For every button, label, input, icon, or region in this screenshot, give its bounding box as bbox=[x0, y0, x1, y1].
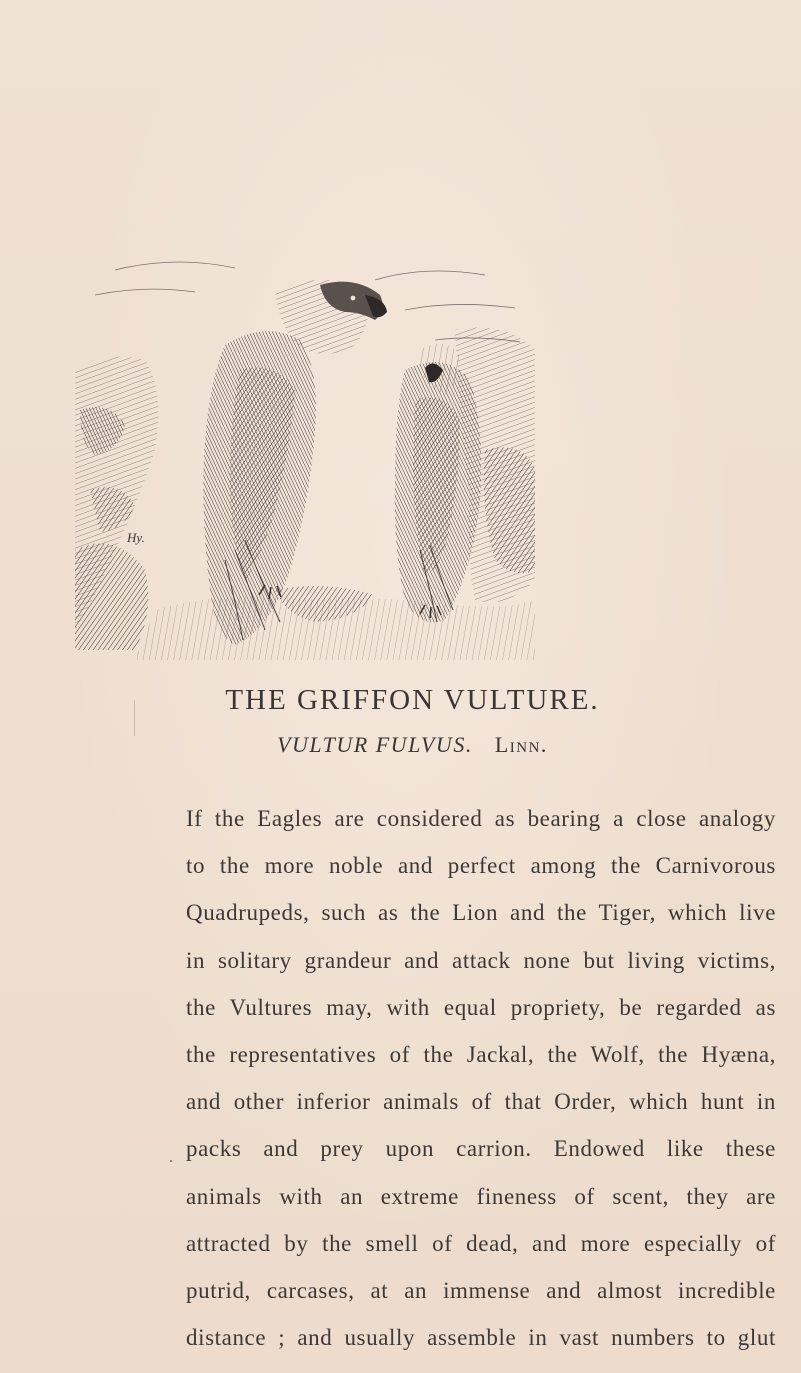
plate-caption: THE GRIFFON VULTURE. bbox=[225, 684, 600, 716]
engraver-signature: Hy. bbox=[127, 530, 145, 545]
authority-name: Linn. bbox=[494, 732, 548, 757]
griffon-vulture-engraving bbox=[75, 250, 535, 660]
pencil-mark bbox=[170, 1160, 172, 1162]
text-line: the representatives of the Jackal, the Wolf, the Hyæna, bbox=[186, 1041, 776, 1067]
text-line: If the Eagles are considered as bearing a close analogy bbox=[186, 806, 776, 831]
text-line: packs and prey upon carrion. Endowed like these bbox=[186, 1136, 776, 1162]
text-line: attracted by the smell of dead, and more especially of bbox=[186, 1230, 776, 1256]
text-line: the Vultures may, with equal propriety, be regarded as bbox=[186, 994, 776, 1020]
text-line: Quadrupeds, such as the Lion and the Tiger, which live bbox=[186, 900, 776, 926]
text-line: distance ; and usually assemble in vast numbers to glut bbox=[186, 1325, 776, 1351]
text-line: and other inferior animals of that Order, which hunt in bbox=[186, 1089, 776, 1115]
body-paragraph bbox=[186, 795, 776, 1361]
scientific-name: VULTUR FULVUS. bbox=[277, 732, 473, 757]
text-line: in solitary grandeur and attack none but living victims, bbox=[186, 947, 776, 973]
text-line: animals with an extreme fineness of scent, they are bbox=[186, 1183, 776, 1209]
text-line: putrid, carcases, at an immense and almost incredible bbox=[186, 1277, 776, 1303]
species-heading bbox=[0, 732, 801, 758]
text-line: to the more noble and perfect among the Carnivorous bbox=[186, 853, 776, 879]
